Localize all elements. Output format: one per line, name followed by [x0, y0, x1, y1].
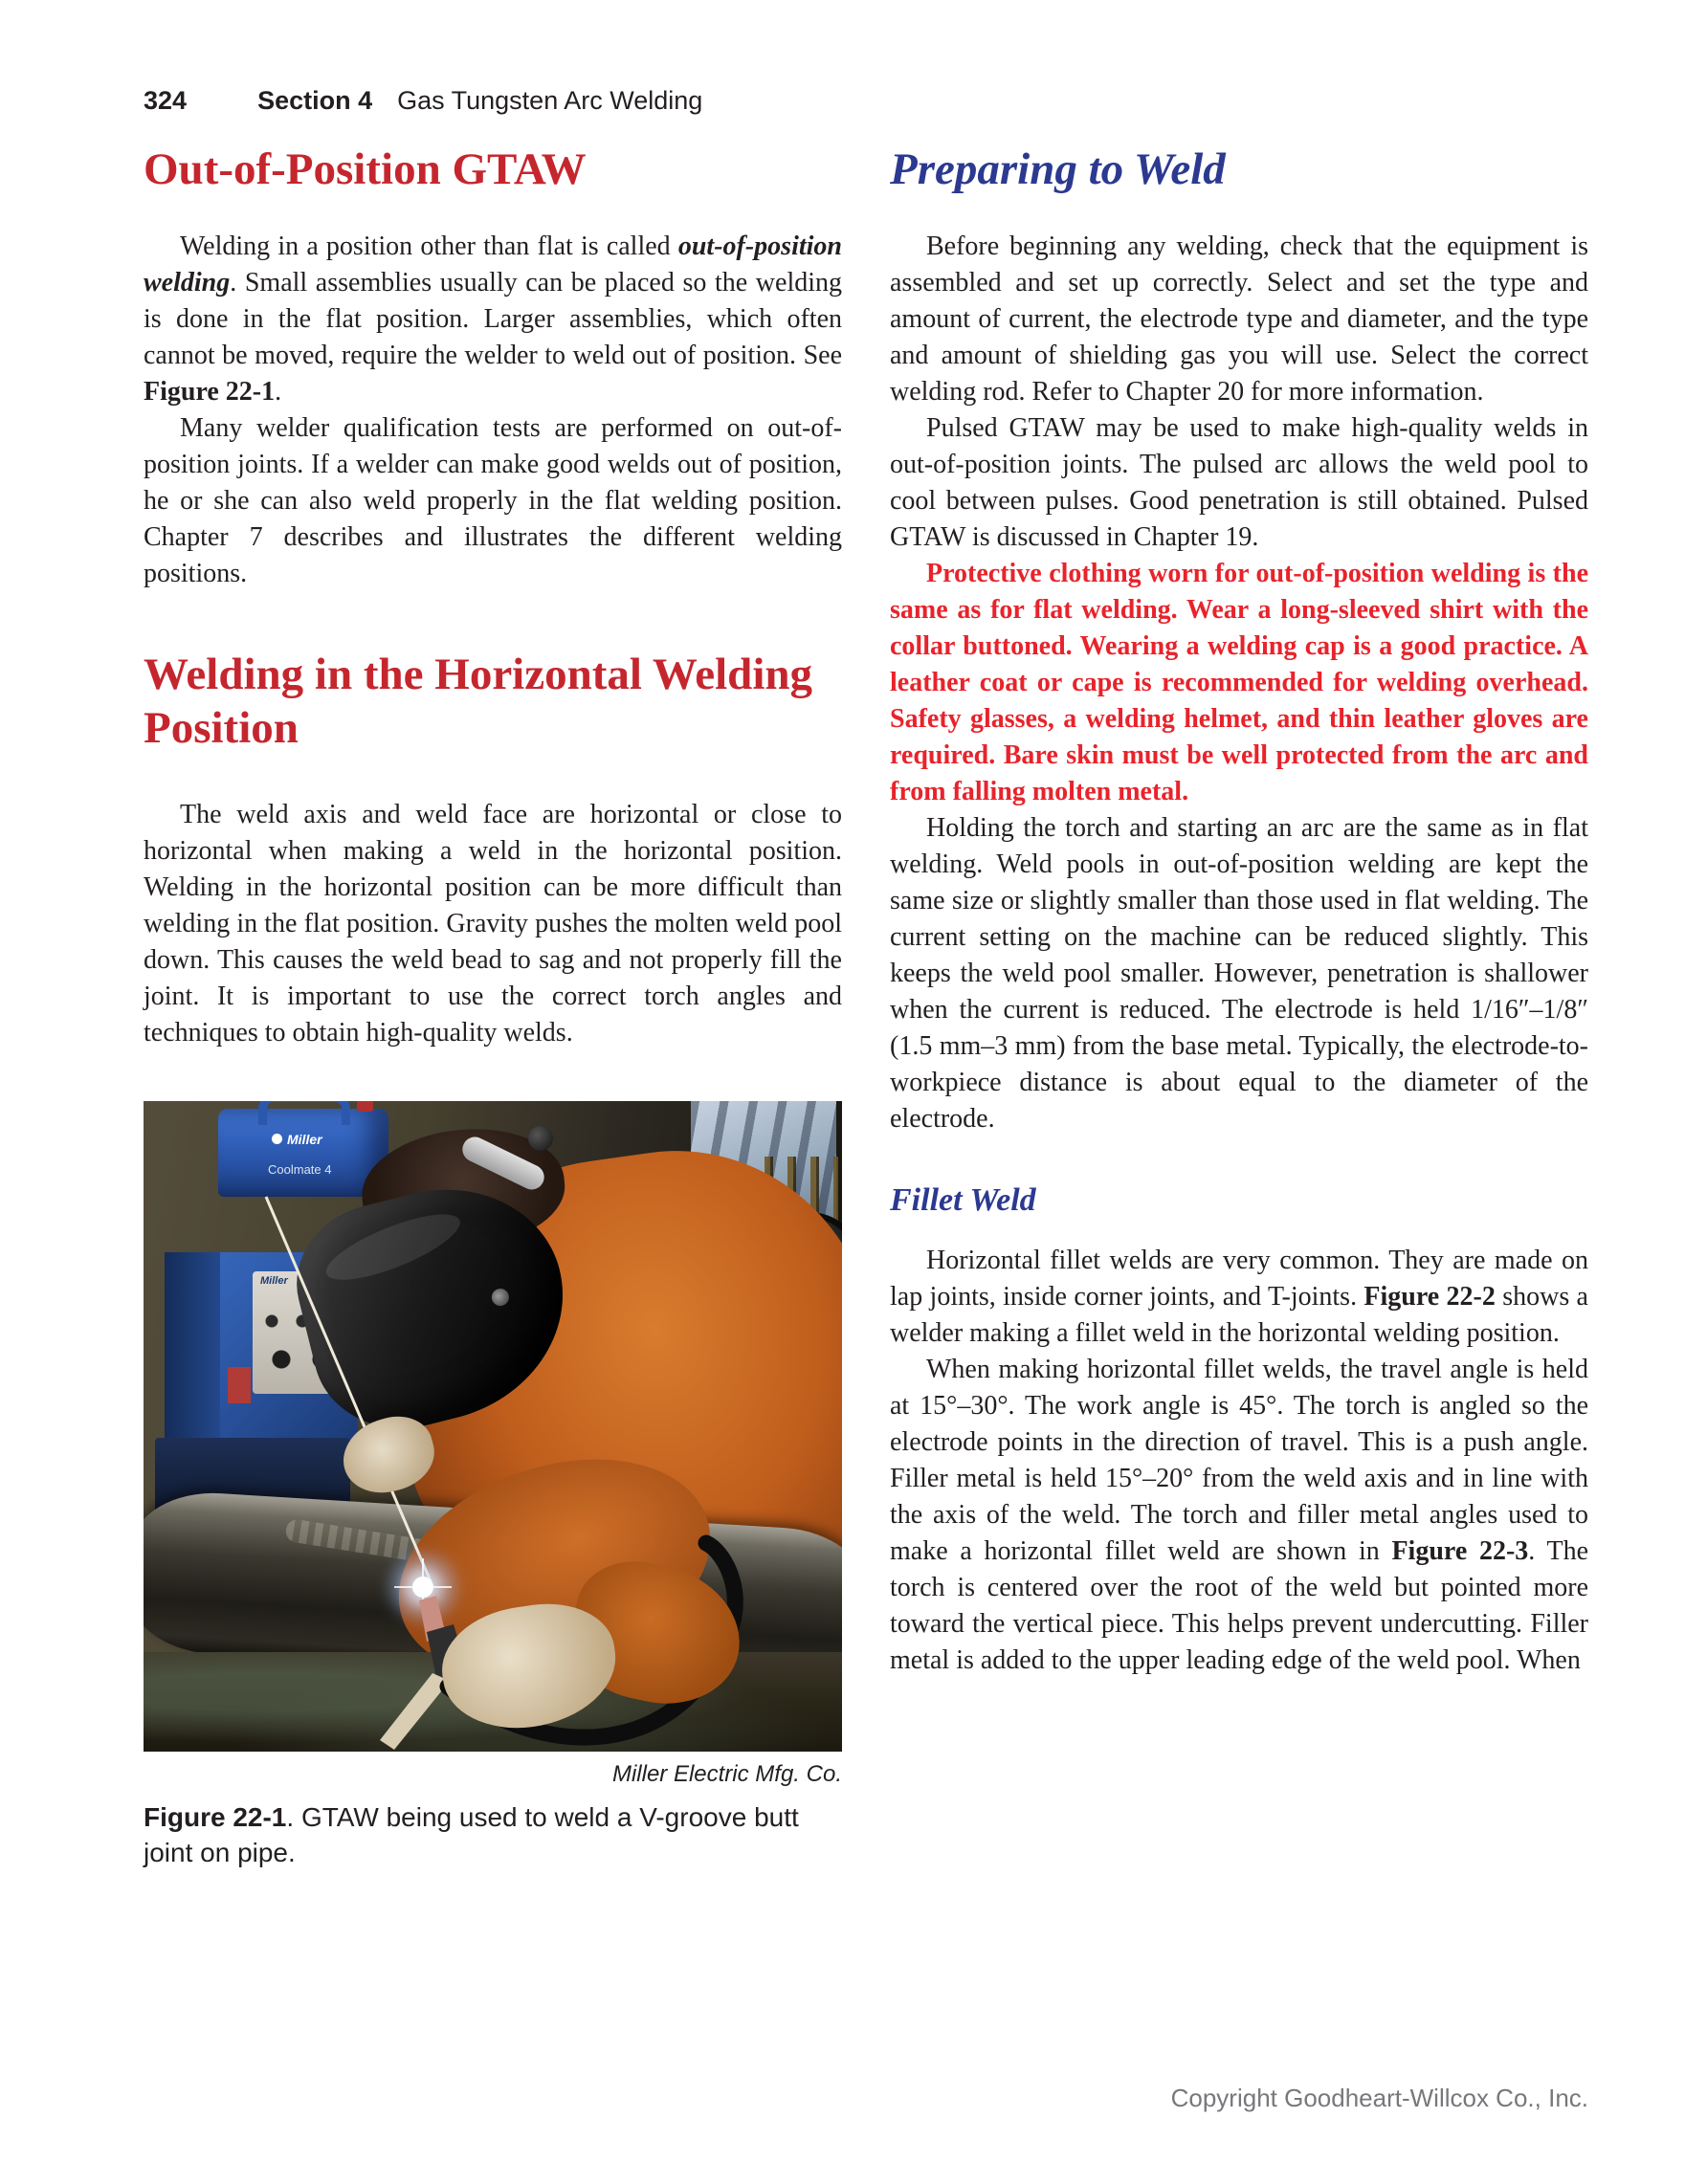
figure-22-1-photo [144, 1101, 842, 1752]
paragraph-preparing-2: Pulsed GTAW may be used to make high-quality welds in out-of-position joints. The pulsed arc allows the weld pool to cool between pulses. Good penetration is still obtained. Pulsed GTAW is discussed in Chapter 19. [890, 413, 1588, 552]
paragraph-protective-clothing-warning: Protective clothing worn for out-of-position welding is the same as for flat welding. Wear a long-sleeved shirt with the collar buttoned. Wearing a welding cap is a good practice. A leather coat or cape is recommended for welding overhead. Safety glasses, a welding helmet, and thin leather gloves are required. Bare skin must be well protected from the arc and from falling molten metal. [890, 559, 1588, 806]
figure-22-1 [144, 1101, 842, 1870]
paragraph-holding-torch: Holding the torch and starting an arc are the same as in flat welding. Weld pools in out-of-position welding are kept the same size or slightly smaller than those used in flat welding. The current setting on the machine can be reduced slightly. This keeps the weld pool smaller. However, penetration is shallower when the current is reduced. The electrode is held 1/16″–1/8″ (1.5 mm–3 mm) from the base metal. Typically, the electrode-to-workpiece distance is about equal to the diameter of the electrode. [890, 813, 1588, 1134]
cooler-brand-label: Miller [272, 1132, 322, 1147]
torch-back-cap [380, 1673, 450, 1750]
photo-credit: Miller Electric Mfg. Co. [611, 1761, 842, 1787]
heading-welding-horizontal-position: Welding in the Horizontal Welding Position [144, 650, 813, 753]
section-label: Section 4 [257, 86, 373, 115]
copyright-notice: Copyright Goodheart-Willcox Co., Inc. [1170, 2084, 1588, 2112]
paragraph-fillet-2: When making horizontal fillet welds, the travel angle is held at 15°–30°. The work angle is 45°. The torch is angled so the electrode points in the direction of travel. This is a push angle. Filler metal is held 15°–20° from the weld axis and in line with the axis of the weld. The torch and filler metal angles used to make a horizontal fillet weld are shown in Figure 22-3. The torch is centered over the root of the weld but pointed more toward the vertical piece. This helps prevent undercutting. Filler metal is added to the upper leading edge of the weld pool. When [890, 1355, 1588, 1675]
cooler-model-label: Coolmate 4 [268, 1162, 332, 1177]
right-column [890, 143, 1588, 1870]
page-header [144, 86, 1588, 116]
page-number: 324 [144, 86, 188, 115]
heading-preparing-to-weld: Preparing to Weld [890, 144, 1226, 194]
two-column-layout [144, 143, 1588, 1870]
heading-out-of-position-gtaw: Out-of-Position GTAW [144, 144, 587, 194]
heading-fillet-weld: Fillet Weld [890, 1182, 1036, 1218]
paragraph-horizontal-position: The weld axis and weld face are horizontal or close to horizontal when making a weld in the horizontal position. Welding in the horizontal position can be more difficult than welding in the flat position. Gravity pushes the molten weld pool down. This causes the weld bead to sag and not properly fill the joint. It is important to use the correct torch angles and techniques to obtain high-quality welds. [144, 800, 842, 1048]
paragraph-out-of-position-2: Many welder qualification tests are performed on out-of-position joints. If a welder can make good welds out of position, he or she can also weld properly in the flat welding position. Chapter 7 describes and illustrates the different welding positions. [144, 413, 842, 588]
left-column [144, 143, 842, 1870]
figure-caption: Figure 22-1. GTAW being used to weld a V-groove butt joint on pipe. [144, 1802, 799, 1867]
section-title: Gas Tungsten Arc Welding [397, 86, 703, 115]
paragraph-fillet-1: Horizontal fillet welds are very common. They are made on lap joints, inside corner joints, and T-joints. Figure 22-2 shows a welder making a fillet weld in the horizontal welding position. [890, 1246, 1588, 1348]
paragraph-preparing-1: Before beginning any welding, check that the equipment is assembled and set up correctly. Select and set the type and amount of current, the electrode type and diameter, and the type and amount of shielding gas you will use. Select the correct welding rod. Refer to Chapter 20 for more information. [890, 232, 1588, 407]
power-source-brand-label: Miller [260, 1275, 288, 1287]
paragraph-out-of-position-1: Welding in a position other than flat is called out-of-position welding. Small assemblies usually can be placed so the welding is done in the flat position. Larger assemblies, which often cannot be moved, require the welder to weld out of position. See Figure 22-1. [144, 232, 842, 407]
filler-rod [266, 1197, 431, 1581]
